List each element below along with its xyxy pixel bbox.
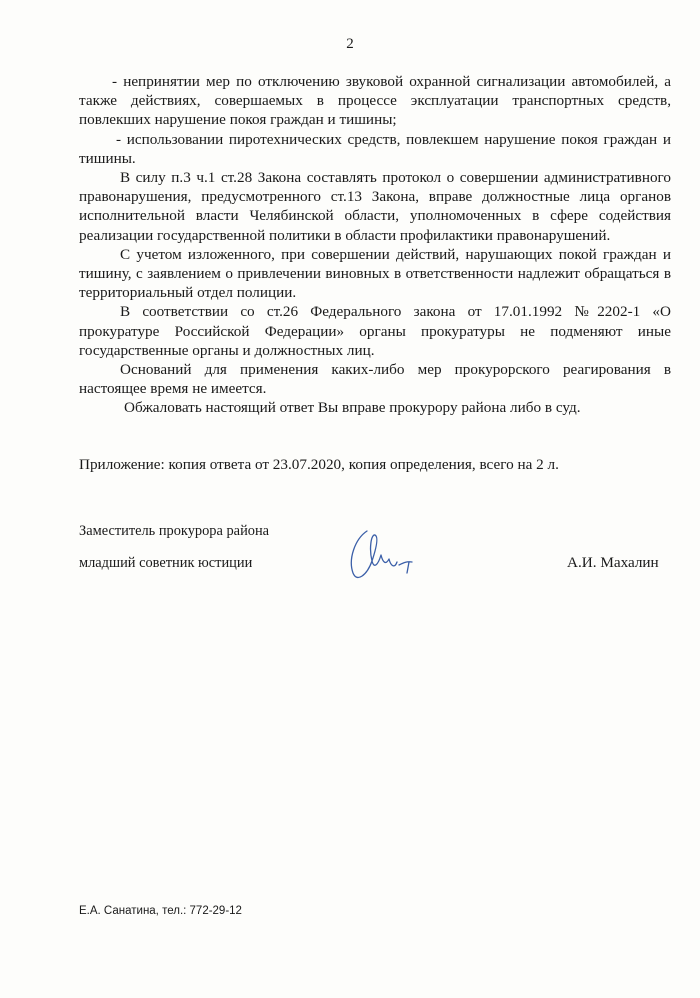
handwritten-signature-icon bbox=[345, 525, 425, 587]
paragraph-appeal: Обжаловать настоящий ответ Вы вправе прокурору района либо в суд. bbox=[124, 399, 581, 417]
attachment-note: Приложение: копия ответа от 23.07.2020, копия определения, всего на 2 л. bbox=[79, 456, 559, 473]
signatory-rank: младший советник юстиции bbox=[79, 555, 253, 571]
paragraph-police: С учетом изложенного, при совершении действий, нарушающих покой граждан и тишину, с заявлением о привлечении виновных в ответственности надлежит обращаться в территориальный отдел полиции. bbox=[79, 245, 671, 302]
paragraph-pyrotechnics: - использовании пиротехнических средств, повлекшем нарушение покоя граждан и тишины. bbox=[79, 130, 671, 167]
paragraph-no-grounds: Оснований для применения каких-либо мер прокурорского реагирования в настоящее время не имеется. bbox=[79, 361, 671, 398]
letter-body bbox=[79, 72, 671, 418]
paragraph-alarm: - непринятии мер по отключению звуковой охранной сигнализации автомобилей, а также действиях, совершаемых в процессе эксплуатации транспортных средств, повлекших нарушение покоя граждан и тишины; bbox=[79, 73, 671, 129]
signatory-position: Заместитель прокурора района bbox=[79, 523, 270, 539]
executor-contact: Е.А. Санатина, тел.: 772-29-12 bbox=[79, 905, 242, 917]
signatory-name: А.И. Махалин bbox=[567, 554, 659, 571]
paragraph-authority: В силу п.3 ч.1 ст.28 Закона составлять протокол о совершении административного правонарушения, предусмотренного ст.13 Закона, вправе должностные лица органов исполнительной власти Челябинской области, уполномоченных в сфере содействия реализации государственной политики в области профилактики правонарушений. bbox=[79, 169, 671, 244]
page-number: 2 bbox=[346, 36, 354, 52]
paragraph-prosecution-law: В соответствии со ст.26 Федерального закона от 17.01.1992 №2202-1 «О прокуратуре Российской Федерации» органы прокуратуры не подменяют иные государственные органы и должностных лиц. bbox=[79, 303, 671, 359]
